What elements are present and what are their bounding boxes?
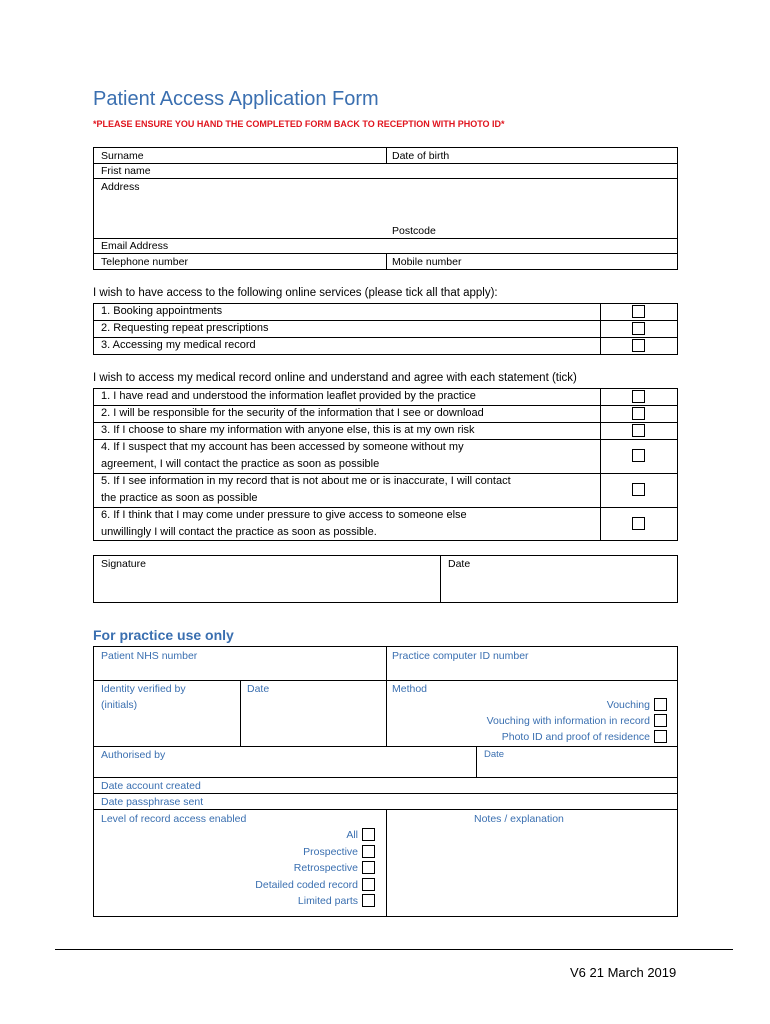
passphrase-date-field[interactable]: Date passphrase sent <box>101 796 204 808</box>
service-checkbox[interactable] <box>632 339 645 352</box>
statement-checkbox[interactable] <box>632 407 645 420</box>
signature-date-field[interactable]: Date <box>448 558 471 570</box>
details-table <box>93 147 678 270</box>
identity-initials-label: (initials) <box>101 699 138 711</box>
footer-divider <box>55 949 733 950</box>
nhs-number-field[interactable]: Patient NHS number <box>101 650 198 662</box>
access-level-option: Detailed coded record <box>255 879 358 891</box>
statements-intro: I wish to access my medical record online and understand and agree with each statement (tick) <box>93 372 577 384</box>
services-intro: I wish to have access to the following online services (please tick all that apply): <box>93 287 498 299</box>
method-checkbox[interactable] <box>654 698 667 711</box>
warning-notice: *PLEASE ENSURE YOU HAND THE COMPLETED FORM BACK TO RECEPTION WITH PHOTO ID* <box>93 119 505 129</box>
statement-item: agreement, I will contact the practice as soon as possible <box>101 458 380 470</box>
access-level-checkbox[interactable] <box>362 878 375 891</box>
notes-label: Notes / explanation <box>474 813 564 825</box>
statement-checkbox[interactable] <box>632 449 645 462</box>
access-level-option: Prospective <box>303 846 358 858</box>
method-label: Method <box>392 683 428 695</box>
statement-item: 6. If I think that I may come under pressure to give access to someone else <box>101 509 467 521</box>
signature-table <box>93 555 678 603</box>
first-name-field[interactable]: Frist name <box>101 165 151 177</box>
method-option: Vouching <box>606 699 650 711</box>
access-level-checkbox[interactable] <box>362 894 375 907</box>
method-checkbox[interactable] <box>654 730 667 743</box>
identity-date-field[interactable]: Date <box>247 683 270 695</box>
method-checkbox[interactable] <box>654 714 667 727</box>
service-item: 3. Accessing my medical record <box>101 339 256 351</box>
access-level-label: Level of record access enabled <box>101 813 247 825</box>
service-item: 1. Booking appointments <box>101 305 223 317</box>
authorised-date-field[interactable]: Date <box>484 749 505 760</box>
access-level-option: Retrospective <box>293 862 358 874</box>
footer-version: V6 21 March 2019 <box>570 965 677 980</box>
email-field[interactable]: Email Address <box>101 240 169 252</box>
signature-field[interactable]: Signature <box>101 558 146 570</box>
address-field[interactable]: Address <box>101 181 140 193</box>
statement-item: 5. If I see information in my record that is not about me or is inaccurate, I will contact <box>101 475 511 487</box>
access-level-option: All <box>346 829 358 841</box>
authorised-by-field[interactable]: Authorised by <box>101 749 166 761</box>
access-level-option: Limited parts <box>297 895 358 907</box>
service-checkbox[interactable] <box>632 322 645 335</box>
access-level-checkbox[interactable] <box>362 845 375 858</box>
statement-item: 1. I have read and understood the information leaflet provided by the practice <box>101 390 476 402</box>
access-level-checkbox[interactable] <box>362 861 375 874</box>
telephone-field[interactable]: Telephone number <box>101 256 188 268</box>
statement-item: 4. If I suspect that my account has been accessed by someone without my <box>101 441 464 453</box>
statement-item: the practice as soon as possible <box>101 492 258 504</box>
statement-item: 2. I will be responsible for the security of the information that I see or download <box>101 407 484 419</box>
method-option: Photo ID and proof of residence <box>501 731 650 743</box>
statement-checkbox[interactable] <box>632 390 645 403</box>
surname-field[interactable]: Surname <box>101 150 144 162</box>
statement-checkbox[interactable] <box>632 483 645 496</box>
statement-checkbox[interactable] <box>632 517 645 530</box>
service-item: 2. Requesting repeat prescriptions <box>101 322 269 334</box>
statement-item: 3. If I choose to share my information with anyone else, this is at my own risk <box>101 424 475 436</box>
practice-heading: For practice use only <box>93 627 234 643</box>
identity-verified-label: Identity verified by <box>101 683 186 695</box>
statement-item: unwillingly I will contact the practice as soon as possible. <box>101 526 377 538</box>
postcode-field[interactable]: Postcode <box>392 225 436 237</box>
statement-checkbox[interactable] <box>632 424 645 437</box>
mobile-field[interactable]: Mobile number <box>392 256 462 268</box>
page-title: Patient Access Application Form <box>93 88 379 110</box>
method-option: Vouching with information in record <box>486 715 650 727</box>
date-created-field[interactable]: Date account created <box>101 780 201 792</box>
dob-field[interactable]: Date of birth <box>392 150 450 162</box>
computer-id-field[interactable]: Practice computer ID number <box>392 650 529 662</box>
service-checkbox[interactable] <box>632 305 645 318</box>
access-level-checkbox[interactable] <box>362 828 375 841</box>
